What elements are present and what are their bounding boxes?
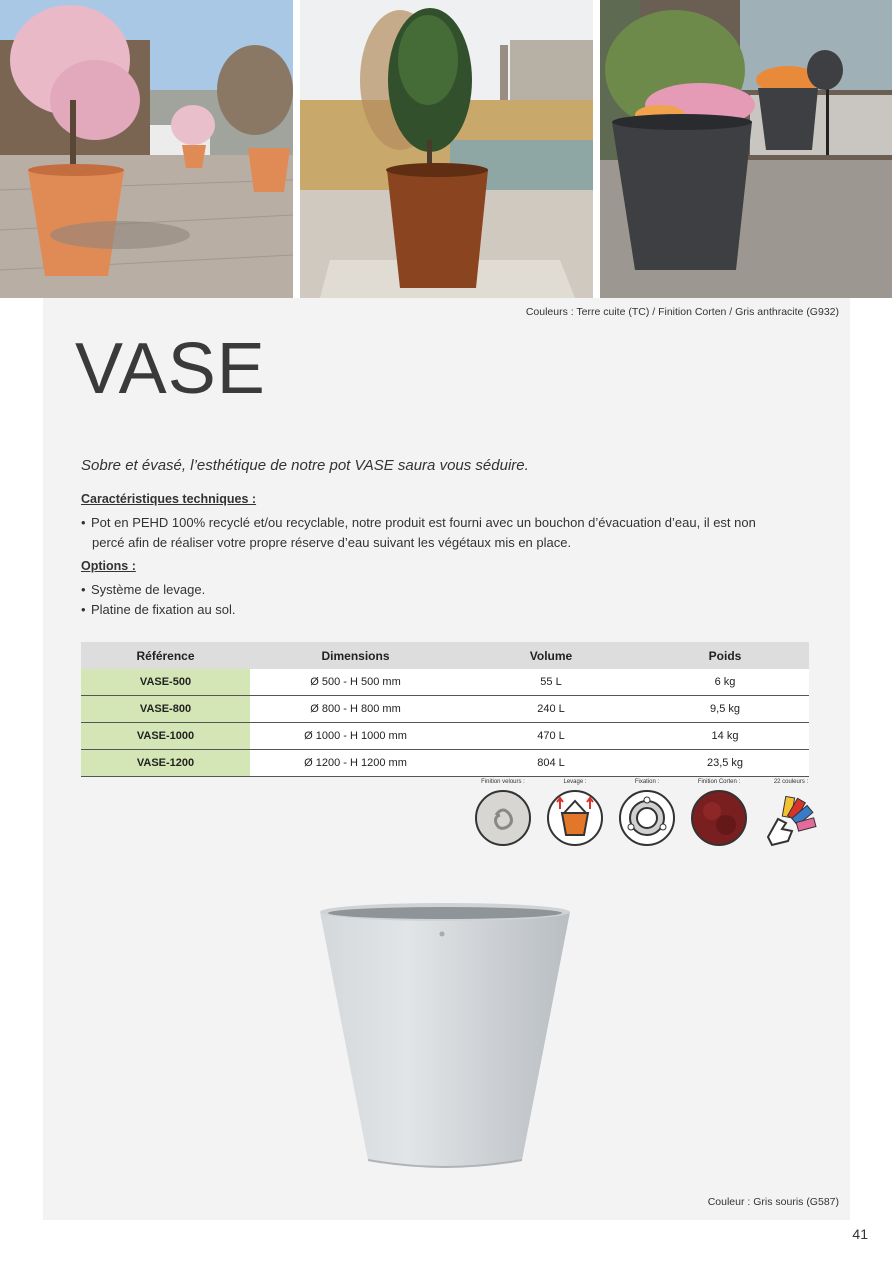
photo-corten-planter bbox=[300, 0, 593, 298]
page-number: 41 bbox=[852, 1226, 868, 1242]
col-header-weight: Poids bbox=[641, 642, 809, 669]
feature-velvet bbox=[468, 777, 538, 852]
product-tagline: Sobre et évasé, l’esthétique de notre pot VASE saura vous séduire. bbox=[81, 457, 529, 474]
bullet-dot: • bbox=[81, 582, 86, 597]
photo-anthracite-planters bbox=[600, 0, 892, 298]
product-title: VASE bbox=[75, 329, 266, 409]
tech-heading: Caractéristiques techniques : bbox=[81, 492, 257, 506]
feature-lifting bbox=[540, 777, 610, 852]
tech-item bbox=[81, 513, 756, 533]
option-label: Platine de fixation au sol. bbox=[91, 602, 236, 617]
cell-reference: VASE-1000 bbox=[81, 723, 250, 750]
col-header-volume: Volume bbox=[461, 642, 641, 669]
tech-item-line-1: Pot en PEHD 100% recyclé et/ou recyclable, notre produit est fourni avec un bouchon d’évacuation d’eau, il est non bbox=[91, 515, 756, 530]
color-swatch-icon bbox=[762, 789, 820, 847]
product-vase-image bbox=[316, 898, 574, 1173]
bullet-dot: • bbox=[81, 515, 86, 530]
photo-terracotta-planters bbox=[0, 0, 293, 298]
velvet-finish-icon bbox=[474, 789, 532, 847]
cell-weight: 14 kg bbox=[641, 723, 809, 750]
bullet-dot: • bbox=[81, 602, 86, 617]
colors-caption-top: Couleurs : Terre cuite (TC) / Finition Corten / Gris anthracite (G932) bbox=[525, 306, 839, 318]
cell-dimensions: Ø 1000 - H 1000 mm bbox=[250, 723, 461, 750]
feature-colors bbox=[756, 777, 826, 852]
feature-icons bbox=[468, 777, 818, 857]
option-label: Système de levage. bbox=[91, 582, 206, 597]
table-row bbox=[81, 669, 809, 696]
cell-volume: 240 L bbox=[461, 696, 641, 723]
feature-fixation bbox=[612, 777, 682, 852]
table-row bbox=[81, 723, 809, 750]
colors-caption-bottom: Couleur : Gris souris (G587) bbox=[707, 1196, 839, 1208]
options-heading: Options : bbox=[81, 559, 136, 573]
table-row bbox=[81, 696, 809, 723]
cell-volume: 55 L bbox=[461, 669, 641, 696]
tech-item-continuation: percé afin de réaliser votre propre réserve d’eau suivant les végétaux mis en place. bbox=[92, 535, 572, 550]
cell-weight: 9,5 kg bbox=[641, 696, 809, 723]
cell-reference: VASE-1200 bbox=[81, 750, 250, 777]
col-header-reference: Référence bbox=[81, 642, 250, 669]
specs-table bbox=[81, 642, 809, 777]
feature-label: 22 couleurs : bbox=[773, 779, 809, 785]
cell-volume: 804 L bbox=[461, 750, 641, 777]
option-item bbox=[81, 580, 205, 600]
lifting-icon bbox=[546, 789, 604, 847]
option-item bbox=[81, 600, 236, 620]
fixation-icon bbox=[618, 789, 676, 847]
cell-weight: 23,5 kg bbox=[641, 750, 809, 777]
cell-dimensions: Ø 500 - H 500 mm bbox=[250, 669, 461, 696]
col-header-dimensions: Dimensions bbox=[250, 642, 461, 669]
photo-strip bbox=[0, 0, 892, 298]
feature-label: Finition velours : bbox=[481, 779, 525, 785]
cell-volume: 470 L bbox=[461, 723, 641, 750]
feature-label: Levage : bbox=[563, 779, 587, 785]
feature-label: Fixation : bbox=[634, 779, 660, 785]
feature-corten bbox=[684, 777, 754, 852]
cell-dimensions: Ø 1200 - H 1200 mm bbox=[250, 750, 461, 777]
feature-label: Finition Corten : bbox=[697, 779, 741, 785]
table-header-row bbox=[81, 642, 809, 669]
cell-dimensions: Ø 800 - H 800 mm bbox=[250, 696, 461, 723]
cell-reference: VASE-500 bbox=[81, 669, 250, 696]
corten-finish-icon bbox=[690, 789, 748, 847]
cell-weight: 6 kg bbox=[641, 669, 809, 696]
table-row bbox=[81, 750, 809, 777]
cell-reference: VASE-800 bbox=[81, 696, 250, 723]
